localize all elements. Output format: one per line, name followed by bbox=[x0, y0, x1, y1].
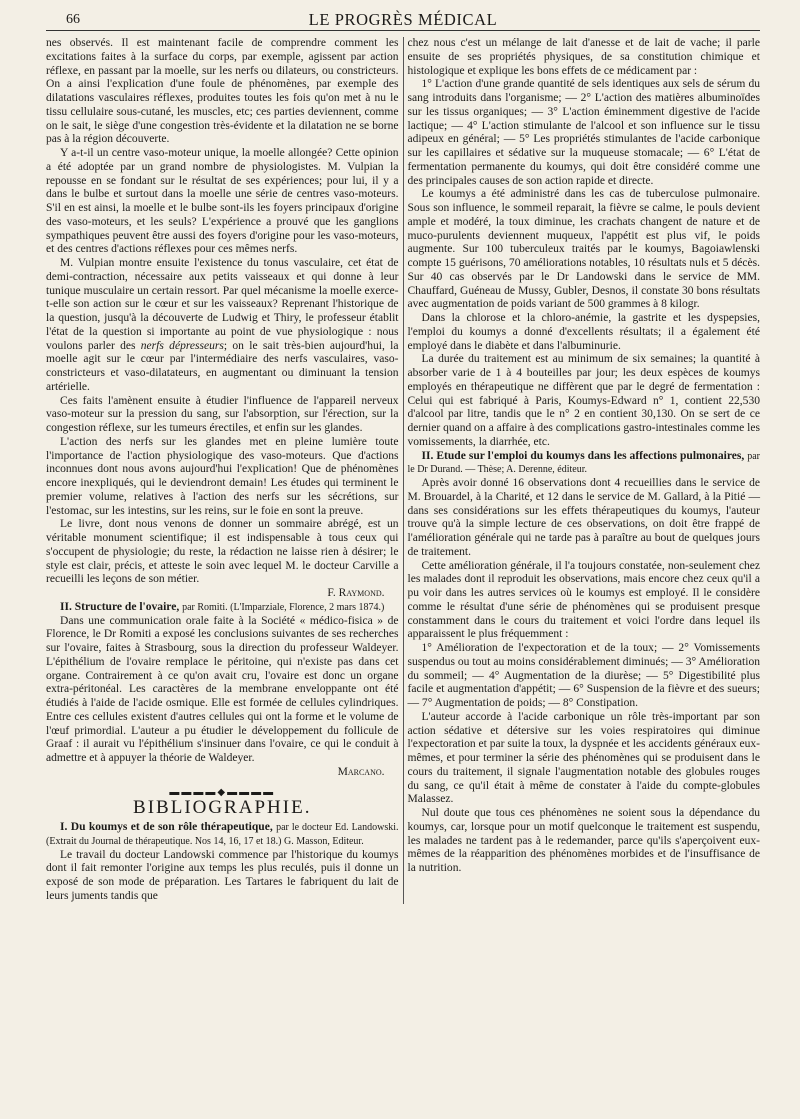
paragraph: Ces faits l'amènent ensuite à étudier l'influence de l'appareil nerveux vaso-moteur sur la pression du sang, sur l'absorption, sur l'érection, sur la congestion réflexe, sur les tumeurs érectiles, et enfin sur les glandes. bbox=[46, 394, 399, 434]
paragraph: Cette amélioration générale, il l'a toujours constatée, non-seulement chez les malades dont il reproduit les observations, mais encore chez ceux qu'il a pu voir dans les autres services où le koumys est employé. Il le considère comme le résultat d'une série de phénomènes qui se produisent presque constamment dans le cours du traitement et voici l'ordre dans lequel ils apparaissent le plus fréquemment : bbox=[407, 559, 760, 641]
right-column bbox=[407, 37, 760, 904]
journal-title: LE PROGRÈS MÉDICAL bbox=[308, 10, 498, 29]
paragraph: Le travail du docteur Landowski commence par l'historique du koumys dont il fait remonter l'origine aux temps les plus reculés, puis il donne un exposé de son mode de préparation. Les Tartares le fabriquent du lait de leurs juments tandis que bbox=[46, 848, 399, 902]
columns bbox=[46, 37, 760, 904]
signature: Marcano. bbox=[337, 765, 385, 778]
column-divider bbox=[403, 37, 404, 904]
page-number: 66 bbox=[66, 12, 80, 27]
section-heading: I. Du koumys et de son rôle thérapeutique, par le docteur Ed. Landowski. (Extrait du Journal de thérapeutique. Nos 14, 16, 17 et 18.) G. Masson, Editeur. bbox=[46, 821, 399, 847]
paragraph: nes observés. Il est maintenant facile de comprendre comment les excitations faites à la surface du corps, par exemple, agissent par action réflexe, en passant par la moelle, sur les nerfs ou dilateurs, ou constricteurs. On a ainsi l'explication d'une foule de phénomènes, par exemple des dilatations vasculaires réflexes, produites toutes les fois qu'on met à nu le tissu cellulaire sous-cutané, les muscles, etc; ces parties deviennent, comme on le sait, le siège d'une congestion très-évidente et la dilatation ne se borne pas à la région découverte. bbox=[46, 37, 399, 146]
bibliography-heading: BIBLIOGRAPHIE. bbox=[133, 797, 312, 819]
paragraph: Nul doute que tous ces phénomènes ne soient sous la dépendance du koumys, car, lorsque pour un motif quelconque le traitement est suspendu, les malades ne tardent pas à le redemander, parce qu'ils s'aperçoivent eux-mêmes de la réapparition des phénomènes morbides et de l'insuffisance de la nutrition. bbox=[407, 807, 760, 874]
italic-term: nerfs dépresseurs bbox=[140, 339, 224, 352]
paragraph: Après avoir donné 16 observations dont 4 recueillies dans le service de M. Brouardel, à la Charité, et 12 dans le service de M. Gallard, à la Pitié — dans ses considérations sur les effets thérapeutiques du koumys, l'auteur trouve qu'à la simple lecture de ces observations, on doit être frappé de l'amélioration générale qui ne tarde pas à paraître au bout de quelques jours de traitement. bbox=[407, 477, 760, 558]
section-heading: II. Structure de l'ovaire, par Romiti. (L'Imparziale, Florence, 2 mars 1874.) bbox=[60, 600, 385, 613]
left-column bbox=[46, 37, 399, 904]
paragraph: Dans une communication orale faite à la Société « médico-fisica » de Florence, le Dr Romiti a exposé les conclusions suivantes de ses recherches sur l'ovaire, faites à Strasbourg, sous la direction du professeur Waldeyer. L'épithélium de l'ovaire remplace le péritoine, qui n'existe pas dans cet organe. Contrairement à ce qu'on avait cru, l'ovaire est donc un organe extra-péritonéal. Les caractères de la membrane enveloppante ont été étudiés à l'aide de l'acide osmique. Elle est formée de cellules cylindriques. Entre ces cellules existent d'autres cellules qui ont la forme et le volume de l'œuf primordial. L'auteur a pu étudier le développement du follicule de Graaf : il aurait vu l'épithélium s'insinuer dans l'ovaire, ce qui le conduit à admettre et à appuyer la théorie de Waldeyer. bbox=[46, 614, 399, 764]
paragraph: 1° Amélioration de l'expectoration et de la toux; — 2° Vomissements suspendus ou tout au moins considérablement diminués; — 3° Amélioration du sommeil; — 4° Augmentation de la diurèse; — 5° Digestibilité plus facile et augmentation d'appétit; — 6° Suspension de la fièvre et des sueurs; — 7° Augmentation de poids; — 8° Constipation. bbox=[407, 642, 760, 709]
paragraph: L'action des nerfs sur les glandes met en pleine lumière toute l'importance de l'action physiologique des vaso-moteurs. Que d'actions inconnues dont nous avons aujourd'hui l'explication! Que de phénomènes encore inexpliqués, qui le deviendront demain! Les études qui terminent le premier volume, relatives à l'action des nerfs sur les sécrétions, sur l'estomac, sur les intestins, sur les reins, sur le foie en sont la preuve. bbox=[46, 435, 399, 517]
paragraph: La durée du traitement est au minimum de six semaines; la quantité à absorber varie de 1 à 4 bouteilles par jour; les deux espèces de koumys employés en thérapeutique ne diffèrent que par le degré de fermentation : Celui qui est fabriqué à Paris, Koumys-Edward n° 1, contient 22,530 d'alcool par litre, tandis que le n° 2 en contient 30,130. On se sert de ce dernier quand on a affaire à des complications gastro-intestinales comme les vomissements, la diarrhée, etc. bbox=[407, 353, 760, 448]
paragraph: L'auteur accorde à l'acide carbonique un rôle très-important par son action sédative et détersive sur les voies respiratoires qui diminue l'expectoration et par suite la toux, la dyspnée et les accidents généraux eux-mêmes, et pour terminer la série des phénomènes qui se produisent dans le cours du traitement, il signale l'augmentation notable des globules rouges du sang, ce qu'il était à même de constater à l'aide du compte-globules Malassez. bbox=[407, 710, 761, 806]
section-heading: II. Etude sur l'emploi du koumys dans les affections pulmonaires, par le Dr Durand. — Thèse; A. Derenne, éditeur. bbox=[407, 449, 761, 476]
page-header bbox=[46, 8, 760, 31]
paragraph: 1° L'action d'une grande quantité de sels identiques aux sels de sérum du sang introduits dans l'organisme; — 2° L'action des matières albuminoïdes sur les tissus organiques; — 3° L'action éminemment digestive de l'acide lactique; — 4° L'action stimulante de l'alcool et son influence sur le tissu adipeux en général; — 5° Les propriétés stimulantes de l'acide carbonique sur les capillaires et sédative sur la muqueuse stomacale; — 6° L'état de fermentation permanente du koumys, qui doit être considéré comme une des principales causes de son action rapide et directe. bbox=[407, 78, 760, 187]
paragraph: M. Vulpian montre ensuite l'existence du tonus vasculaire, cet état de demi-contraction, nécessaire aux petits vaisseaux et qui donne à leur tunique musculaire un certain ressort. Par quel mécanisme la moelle exerce-t-elle son action sur le cœur et sur les vaisseaux? Reprenant l'historique de la question, jusqu'à la découverte de Ludwig et Thiry, le professeur établit l'état de la question si importante au point de vue physiologique : nous voulons parler des nerfs dépresseurs; on le sait très-bien aujourd'hui, la moelle agit sur le cœur par l'intermédiaire des nerfs vasculaires, vaso-constricteurs et vaso-dilatateurs, en augmentant ou diminuant la tension artérielle. bbox=[46, 257, 399, 393]
paragraph: Y a-t-il un centre vaso-moteur unique, la moelle allongée? Cette opinion a été adoptée par un grand nombre de physiologistes. M. Vulpian la repousse en se fondant sur le résultat de ses expériences; pour lui, il y a dans le bulbe et surtout dans la moelle une série de centres vaso-moteurs. S'il en est ainsi, la moelle et le bulbe sont-ils les foyers principaux d'origine des vaso-moteurs, et les seuls? L'expérience a prouvé que les ganglions sympathiques peuvent être aussi des foyers d'origine pour les vaso-moteurs, et des centres d'actions réflexes pour ces mêmes nerfs. bbox=[46, 147, 399, 256]
paragraph: Le livre, dont nous venons de donner un sommaire abrégé, est un véritable monument scientifique; il est indispensable à tous ceux qui s'occupent de physiologie; du reste, la rédaction ne laisse rien à désirer; le style est clair, précis, et atteste le soin avec lequel M. le docteur Carville a recueilli les leçons de son métier. bbox=[46, 518, 399, 586]
paragraph: Dans la chlorose et la chloro-anémie, la gastrite et les dyspepsies, l'emploi du koumys a donné d'excellents résultats; il a également été employé dans le diabète et dans l'albuminurie. bbox=[407, 312, 760, 352]
paragraph: chez nous c'est un mélange de lait d'anesse et de lait de vache; il parle ensuite de ses propriétés physiques, de sa constitution chimique et histologique et explique les bons effets de ce médicament par : bbox=[407, 37, 760, 77]
ornament-rule: ▬▬▬▬◆▬▬▬▬ bbox=[169, 786, 276, 798]
paragraph: Le koumys a été administré dans les cas de tuberculose pulmonaire. Sous son influence, le sommeil reparait, la fièvre se calme, le pouls devient ample et modéré, la toux diminue, les crachats changent de nature et de muco-purulents deviennent muqueux, l'appétit est plus vif, le poids augmente. Sur 100 tuberculeux traités par le koumys, Bagoiawlenski compte 15 guérisons, 70 améliorations notables, 10 résultats nuls et 5 décès. Sur 40 cas observés par le Dr Landowski dans le service de MM. Chauffard, Guéneau de Mussy, Gubler, Desnos, il constate 30 bons résultats avec augmentation de poids variant de 500 grammes à 8 kilogr. bbox=[407, 188, 760, 311]
signature: F. Raymond. bbox=[327, 587, 385, 599]
